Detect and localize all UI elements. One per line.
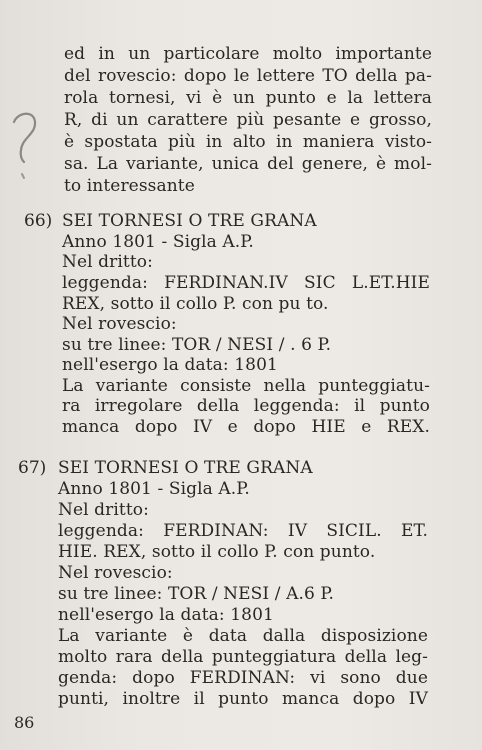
entry-67-line: La variante è data dalla disposizione	[58, 626, 428, 646]
intro-line-3: rola tornesi, vi è un punto e la lettera	[64, 88, 432, 108]
entry-67-line: leggenda: FERDINAN: IV SICIL. ET.	[58, 521, 428, 541]
intro-line-5: è spostata più in alto in maniera visto-	[64, 132, 432, 152]
entry-66-title: SEI TORNESI O TRE GRANA	[62, 211, 317, 231]
entry-66-line: manca dopo IV e dopo HIE e REX.	[62, 417, 430, 437]
handwritten-question-mark	[4, 108, 44, 188]
entry-66-line: nell'esergo la data: 1801	[62, 355, 278, 375]
entry-66-line: su tre linee: TOR / NESI / . 6 P.	[62, 335, 332, 355]
entry-67-line: Anno 1801 - Sigla A.P.	[58, 479, 250, 499]
entry-66-line: REX, sotto il collo P. con pu to.	[62, 294, 329, 314]
entry-66-line: ra irregolare della leggenda: il punto	[62, 396, 430, 416]
entry-66-line: Anno 1801 - Sigla A.P.	[62, 232, 254, 252]
entry-66-number: 66)	[24, 211, 53, 231]
entry-67-line: HIE. REX, sotto il collo P. con punto.	[58, 542, 376, 562]
entry-66-line: leggenda: FERDINAN.IV SIC L.ET.HIE	[62, 273, 430, 293]
entry-67-line: Nel dritto:	[58, 500, 149, 520]
entry-67-line: su tre linee: TOR / NESI / A.6 P.	[58, 584, 334, 604]
intro-line-7: to interessante	[64, 176, 195, 196]
entry-67-number: 67)	[18, 458, 47, 478]
intro-line-1: ed in un particolare molto importante	[64, 44, 432, 64]
intro-line-4: R, di un carattere più pesante e grosso,	[64, 110, 432, 130]
page-number: 86	[14, 713, 35, 732]
entry-67-line: genda: dopo FERDINAN: vi sono due	[58, 668, 428, 688]
entry-67-line: molto rara della punteggiatura della leg-	[58, 647, 428, 667]
intro-line-6: sa. La variante, unica del genere, è mol-	[64, 154, 432, 174]
entry-66-line: La variante consiste nella punteggiatu-	[62, 376, 430, 396]
entry-67-line: nell'esergo la data: 1801	[58, 605, 274, 625]
intro-line-2: del rovescio: dopo le lettere TO della pa-	[64, 66, 432, 86]
entry-67-line: Nel rovescio:	[58, 563, 173, 583]
entry-66-line: Nel dritto:	[62, 252, 153, 272]
entry-66-line: Nel rovescio:	[62, 314, 177, 334]
entry-67-line: punti, inoltre il punto manca dopo IV	[58, 689, 428, 709]
entry-67-title: SEI TORNESI O TRE GRANA	[58, 458, 313, 478]
